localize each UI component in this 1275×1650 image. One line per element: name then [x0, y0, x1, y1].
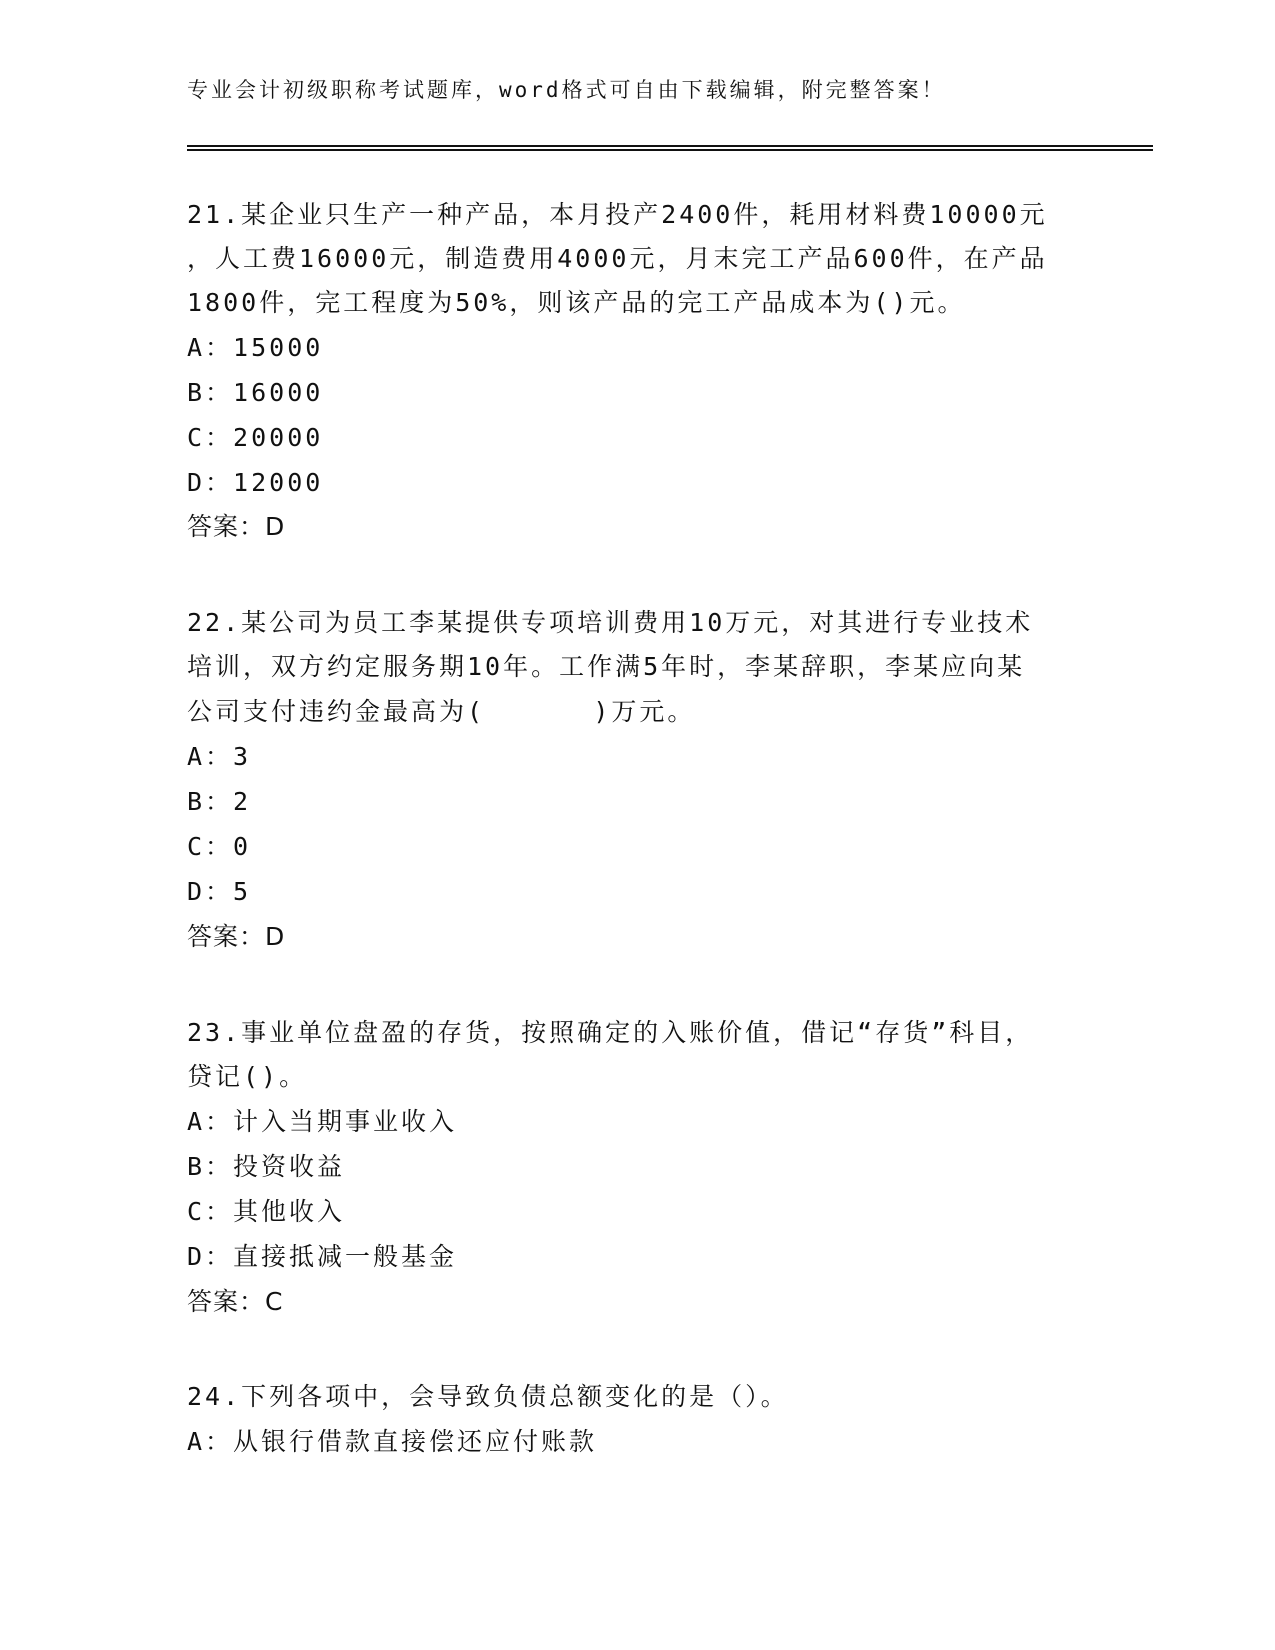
question-22-option-b: B：2 [187, 787, 252, 816]
question-24-option-a: A：从银行借款直接偿还应付账款 [187, 1427, 598, 1456]
question-21-option-d: D：12000 [187, 468, 324, 497]
question-23-option-c: C：其他收入 [187, 1197, 346, 1226]
question-22-stem-line-2: 培训，双方约定服务期10年。工作满5年时，李某辞职，李某应向某 [187, 652, 1026, 681]
header-double-rule [187, 145, 1153, 151]
question-21-stem-line-3: 1800件，完工程度为50%，则该产品的完工产品成本为()元。 [187, 288, 966, 317]
question-24-stem-line-1: 24.下列各项中，会导致负债总额变化的是（）。 [187, 1382, 789, 1411]
question-23-answer: 答案：C [187, 1287, 284, 1316]
page-header: 专业会计初级职称考试题库，word格式可自由下载编辑，附完整答案！ [187, 78, 946, 102]
question-22-option-d: D：5 [187, 877, 252, 906]
question-21-option-c: C：20000 [187, 423, 324, 452]
question-21-answer: 答案：D [187, 512, 286, 541]
question-21-option-b: B：16000 [187, 378, 324, 407]
question-23-stem-line-2: 贷记()。 [187, 1062, 308, 1091]
question-22-option-c: C：0 [187, 832, 252, 861]
question-22-stem-line-3: 公司支付违约金最高为( )万元。 [187, 697, 696, 726]
question-22-answer: 答案：D [187, 922, 286, 951]
question-23-stem-line-1: 23.事业单位盘盈的存货，按照确定的入账价值，借记“存货”科目， [187, 1018, 1034, 1047]
question-23-option-d: D：直接抵减一般基金 [187, 1242, 458, 1271]
question-21-stem-line-2: ，人工费16000元，制造费用4000元，月末完工产品600件，在产品 [187, 244, 1048, 273]
question-22-option-a: A：3 [187, 742, 252, 771]
question-23-option-b: B：投资收益 [187, 1152, 346, 1181]
question-23-option-a: A：计入当期事业收入 [187, 1107, 458, 1136]
question-22-stem-line-1: 22.某公司为员工李某提供专项培训费用10万元，对其进行专业技术 [187, 608, 1034, 637]
question-21-stem-line-1: 21.某企业只生产一种产品，本月投产2400件，耗用材料费10000元 [187, 200, 1048, 229]
question-21-option-a: A：15000 [187, 333, 324, 362]
